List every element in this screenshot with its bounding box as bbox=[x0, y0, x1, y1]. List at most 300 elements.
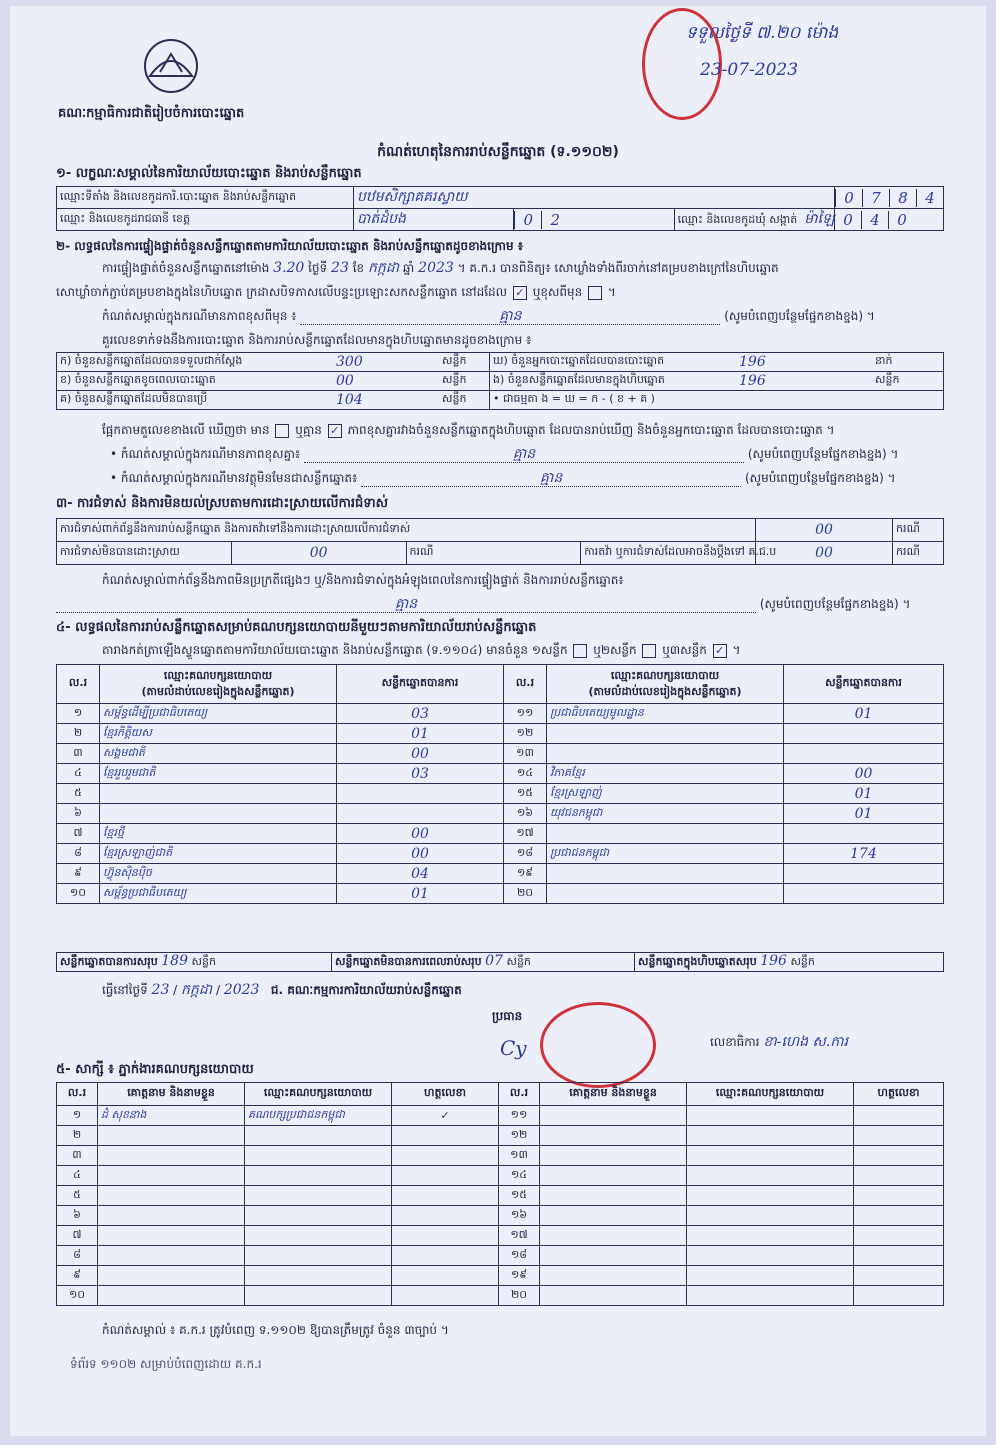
party-number: ៦ bbox=[57, 804, 100, 824]
witness-party bbox=[687, 1226, 854, 1246]
witness-number: ៣ bbox=[57, 1146, 98, 1166]
witness-number: ២០ bbox=[499, 1286, 540, 1306]
party-votes: 00 bbox=[337, 824, 504, 844]
witness-party bbox=[687, 1146, 854, 1166]
count-label: ឃ) ចំនួនអ្នកបោះឆ្នោតដែលបានបោះឆ្នោត bbox=[490, 353, 737, 372]
witness-col-sign: ហត្ថលេខា bbox=[854, 1083, 944, 1106]
total-valid-value: 189 bbox=[161, 953, 188, 969]
party-votes: 01 bbox=[337, 884, 504, 904]
province-value: បាត់ដំបង bbox=[354, 209, 514, 231]
witness-party bbox=[687, 1266, 854, 1286]
compare-label: ផ្អែកតាមតួលេខខាងលើ ឃើញថា មាន bbox=[102, 423, 270, 437]
note-value: គ្មាន bbox=[300, 308, 720, 325]
party-number: ៧ bbox=[57, 824, 100, 844]
party-votes bbox=[784, 884, 944, 904]
appeal-unit: ករណី bbox=[893, 542, 944, 565]
witness-number: ១៥ bbox=[499, 1186, 540, 1206]
party-number: ១៣ bbox=[504, 744, 547, 764]
witness-party bbox=[687, 1206, 854, 1226]
witness-number: ៧ bbox=[57, 1226, 98, 1246]
party-number: ៨ bbox=[57, 844, 100, 864]
party-number: ១៧ bbox=[504, 824, 547, 844]
witness-party bbox=[687, 1106, 854, 1126]
results-row bbox=[57, 884, 944, 904]
witness-name bbox=[98, 1166, 245, 1186]
party-name: ខ្មែរកិត្តិយស bbox=[100, 724, 337, 744]
results-row bbox=[57, 704, 944, 724]
unresolved-unit: ករណី bbox=[406, 542, 581, 565]
party-votes: 01 bbox=[337, 724, 504, 744]
witness-row bbox=[57, 1126, 944, 1146]
commune-value: ម៉ាឡៃ bbox=[804, 211, 835, 227]
objection-unit: ករណី bbox=[893, 519, 944, 542]
date-day: 23 bbox=[151, 982, 170, 998]
witness-number: ៥ bbox=[57, 1186, 98, 1206]
time-label: ការផ្ទៀងផ្ទាត់ចំនួនសន្លឹកឆ្នោតនៅម៉ោង bbox=[102, 261, 270, 275]
total-invalid-label: សន្លឹកឆ្នោតមិនបានការពេលរាប់សរុប bbox=[335, 955, 482, 968]
section3-hint: (សូមបំពេញបន្ថែមផ្នែកខាងខ្នង) ។ bbox=[759, 597, 911, 611]
witness-number: ១៣ bbox=[499, 1146, 540, 1166]
party-number: ១០ bbox=[57, 884, 100, 904]
commune-code-digit: 4 bbox=[861, 211, 888, 229]
witness-name bbox=[98, 1126, 245, 1146]
party-number: ១៥ bbox=[504, 784, 547, 804]
count-label: គ) ចំនួនសន្លឹកឆ្នោតដែលមិនបានប្រើ bbox=[57, 391, 334, 410]
witness-number: ១៦ bbox=[499, 1206, 540, 1226]
witness-name bbox=[98, 1266, 245, 1286]
party-name: ហ៊្វុនស៊ិនប៉ិច bbox=[100, 864, 337, 884]
party-votes: 00 bbox=[337, 744, 504, 764]
no-difference-label: ឬគ្មាន bbox=[295, 423, 322, 437]
witness-party bbox=[245, 1126, 392, 1146]
results-row bbox=[57, 864, 944, 884]
witness-signature bbox=[392, 1146, 499, 1166]
party-name bbox=[547, 864, 784, 884]
witness-table bbox=[56, 1082, 944, 1306]
office-value: បឋមសិក្សាគគរស្វាយ bbox=[354, 187, 835, 209]
year-value: 2023 bbox=[418, 260, 454, 276]
party-number: ៤ bbox=[57, 764, 100, 784]
party-number: ៩ bbox=[57, 864, 100, 884]
bullet1-label: • កំណត់សម្គាល់ក្នុងករណីមានភាពខុសគ្នា៖ bbox=[110, 447, 301, 461]
secretary bbox=[710, 1034, 848, 1050]
col-party-label: ឈ្មោះគណបក្សនយោបាយ bbox=[163, 669, 273, 682]
party-votes bbox=[784, 724, 944, 744]
party-votes: 00 bbox=[784, 764, 944, 784]
total-box-value: 196 bbox=[760, 953, 787, 969]
party-number: ១១ bbox=[504, 704, 547, 724]
witness-signature bbox=[392, 1126, 499, 1146]
party-number: ១ bbox=[57, 704, 100, 724]
witness-col-name: គោត្តនាម និងនាមខ្លួន bbox=[98, 1083, 245, 1106]
witness-row bbox=[57, 1106, 944, 1126]
secretary-label: លេខាធិការ bbox=[710, 1035, 760, 1049]
party-name bbox=[547, 884, 784, 904]
party-votes: 00 bbox=[337, 844, 504, 864]
section3-note-label: កំណត់សម្គាល់ពាក់ព័ន្ធនឹងភាពមិនប្រក្រតីផ្សេងៗ ឬ/និងការជំទាស់ក្នុងអំឡុងពេលនៃការផ្ទៀងផ្ទាត់ និងការរាប់សន្លឹកឆ្នោត៖ bbox=[102, 573, 624, 587]
appeal-value: 00 bbox=[756, 542, 893, 565]
party-votes: 04 bbox=[337, 864, 504, 884]
office-code-digit: 7 bbox=[862, 189, 889, 207]
party-number: ១៦ bbox=[504, 804, 547, 824]
witness-party bbox=[687, 1186, 854, 1206]
party-name: យុវជនកម្ពុជា bbox=[547, 804, 784, 824]
count-value: 104 bbox=[333, 391, 439, 410]
party-name: ខ្មែររួបរួមជាតិ bbox=[100, 764, 337, 784]
time-value: 3.20 bbox=[273, 260, 305, 276]
section1-title: ១- លក្ខណៈសម្គាល់នៃការិយាល័យបោះឆ្នោត និងរាប់សន្លឹកឆ្នោត bbox=[56, 166, 362, 181]
count-unit: សន្លឹក bbox=[439, 353, 490, 372]
witness-row bbox=[57, 1146, 944, 1166]
total-invalid-value: 07 bbox=[485, 953, 503, 969]
bullet2-label: • កំណត់សម្គាល់ក្នុងករណីមានវត្ថុមិនមែនជាសន្លឹកឆ្នោត៖ bbox=[110, 471, 358, 485]
province-code-digit: 0 bbox=[514, 211, 541, 229]
witness-party bbox=[245, 1246, 392, 1266]
objection-label: ការជំទាស់ពាក់ព័ន្ធនឹងការរាប់សន្លឹកឆ្នោត និងការតវ៉ាទៅនឹងការដោះស្រាយលើការជំទាស់ bbox=[57, 519, 756, 542]
nec-emblem-icon bbox=[138, 36, 204, 96]
party-votes bbox=[337, 804, 504, 824]
witness-party bbox=[245, 1146, 392, 1166]
count-label: ក) ចំនួនសន្លឹកឆ្នោតដែលបានទទួលជាក់ស្តែង bbox=[57, 353, 334, 372]
witness-number: ៨ bbox=[57, 1246, 98, 1266]
witness-row bbox=[57, 1266, 944, 1286]
no-difference-checkbox[interactable]: ✓ bbox=[328, 424, 342, 438]
witness-number: ១០ bbox=[57, 1286, 98, 1306]
section4-intro: តារាងកត់ត្រាឡើងស្ទួនឆ្នោតតាមការិយាល័យបោះឆ្នោត និងរាប់សន្លឹកឆ្នោត (ទ.១១០៤) មានចំនួន ១សន្លឹក ឬ២សន្លឹក ឬ៣សន្លឹក ✓ ។ bbox=[102, 643, 741, 657]
party-name: សង្គមជាតិ bbox=[100, 744, 337, 764]
commune-label: ឈ្មោះ និងលេខកូដឃុំ សង្កាត់ bbox=[677, 213, 798, 226]
witness-party bbox=[687, 1246, 854, 1266]
party-name bbox=[547, 824, 784, 844]
witness-signature bbox=[854, 1226, 944, 1246]
date-month: កក្កដា bbox=[181, 982, 213, 998]
has-difference-checkbox[interactable] bbox=[275, 424, 289, 438]
office-stamp bbox=[540, 1002, 656, 1088]
footnote: កំណត់សម្គាល់ ៖ គ.ក.រ ត្រូវបំពេញ ទ.១១០២ ឱ្យបានត្រឹមត្រូវ ចំនួន ៣ច្បាប់ ។ bbox=[102, 1323, 449, 1337]
province-label: ឈ្មោះ និងលេខកូដរាជធានី ខេត្ត bbox=[57, 209, 354, 231]
witness-number: ៦ bbox=[57, 1206, 98, 1226]
party-number: ១៩ bbox=[504, 864, 547, 884]
section2-title: ២- លទ្ធផលនៃការផ្ទៀងផ្ទាត់ចំនួនសន្លឹកឆ្នោតតាមការិយាល័យបោះឆ្នោត និងរាប់សន្លឹកឆ្នោតដូចខាងក្រោម ៖ bbox=[56, 239, 524, 253]
col-party-label: ឈ្មោះគណបក្សនយោបាយ bbox=[610, 669, 720, 682]
form-page bbox=[10, 6, 986, 1436]
witness-name bbox=[540, 1286, 687, 1306]
party-name bbox=[547, 724, 784, 744]
chair-signature: Cy bbox=[500, 1036, 527, 1060]
office-label: ឈ្មោះទីតាំង និងលេខកូដការិ.បោះឆ្នោត និងរាប់សន្លឹកឆ្នោត bbox=[57, 187, 354, 209]
bullet-difference bbox=[110, 446, 950, 463]
party-name: សម្ព័ន្ធដើម្បីប្រជាធិបតេយ្យ bbox=[100, 704, 337, 724]
two-sheet-checkbox[interactable] bbox=[642, 644, 656, 658]
witness-party bbox=[687, 1286, 854, 1306]
committee-name: គណៈកម្មាធិការជាតិរៀបចំការបោះឆ្នោត bbox=[58, 106, 245, 121]
results-table bbox=[56, 664, 944, 904]
party-number: ១៨ bbox=[504, 844, 547, 864]
count-unit: សន្លឹក bbox=[439, 391, 490, 410]
witness-col-sign: ហត្ថលេខា bbox=[392, 1083, 499, 1106]
day-value: 23 bbox=[331, 260, 349, 276]
witness-signature bbox=[854, 1146, 944, 1166]
party-number: ២ bbox=[57, 724, 100, 744]
witness-number: ១ bbox=[57, 1106, 98, 1126]
party-name: ខ្មែរស្រឡាញ់ bbox=[547, 784, 784, 804]
formula-note: • ជាធម្មតា ង = ឃ = ក - ( ខ + គ ) bbox=[490, 391, 944, 410]
bullet2-hint: (សូមបំពេញបន្ថែមផ្នែកខាងខ្នង) ។ bbox=[744, 471, 896, 485]
party-votes: 01 bbox=[784, 784, 944, 804]
changed-label: ឬខុសពីមុន bbox=[532, 285, 583, 299]
party-name: វិភាគខ្មែរ bbox=[547, 764, 784, 784]
party-votes: 174 bbox=[784, 844, 944, 864]
three-sheet-label: ឬ៣សន្លឹក bbox=[662, 643, 707, 657]
count-unit: សន្លឹក bbox=[872, 372, 944, 391]
witness-name bbox=[540, 1146, 687, 1166]
count-table bbox=[56, 352, 944, 410]
party-number: ២០ bbox=[504, 884, 547, 904]
form-footer: ទំព័រទ ១១០២ សម្រាប់បំពេញដោយ គ.ក.រ bbox=[70, 1357, 262, 1371]
party-number: ៥ bbox=[57, 784, 100, 804]
witness-name bbox=[540, 1226, 687, 1246]
two-sheet-label: ឬ២សន្លឹក bbox=[593, 643, 637, 657]
changed-checkbox[interactable] bbox=[588, 286, 602, 300]
objection-table bbox=[56, 518, 944, 565]
witness-party bbox=[687, 1126, 854, 1146]
witness-name bbox=[540, 1206, 687, 1226]
witness-signature bbox=[392, 1286, 499, 1306]
section3-title: ៣- ការជំទាស់ និងការមិនយល់ស្របតាមការដោះស្រាយលើការជំទាស់ bbox=[56, 496, 388, 511]
secretary-signature: ខា-ហេង ស.ការ bbox=[763, 1034, 849, 1050]
seal-check-text: ។ គ.ក.រ បានពិនិត្យ៖ សោឃ្លាំងទាំងពីរចាក់នៅគម្របខាងក្រៅនៃហិបឆ្នោត bbox=[457, 261, 779, 275]
count-label: ង) ចំនួនសន្លឹកឆ្នោតដែលមានក្នុងហិបឆ្នោត bbox=[490, 372, 737, 391]
party-votes: 03 bbox=[337, 764, 504, 784]
office-table bbox=[56, 186, 944, 231]
total-box-cell bbox=[635, 953, 944, 972]
witness-party bbox=[245, 1166, 392, 1186]
witness-party bbox=[245, 1206, 392, 1226]
appeal-label: ការតវ៉ា ឬការជំទាស់ដែលអាចនឹងប្តឹងទៅ គ.ជ.ប bbox=[581, 542, 756, 565]
witness-signature bbox=[392, 1166, 499, 1186]
bullet2-value: គ្មាន bbox=[361, 470, 741, 487]
three-sheet-checkbox[interactable]: ✓ bbox=[713, 644, 727, 658]
office-code-digit: 0 bbox=[835, 189, 862, 207]
party-name: ប្រជាធិបតេយ្យមូលដ្ឋាន bbox=[547, 704, 784, 724]
witness-signature bbox=[392, 1186, 499, 1206]
col-party-header bbox=[547, 665, 784, 704]
compare-line bbox=[102, 422, 952, 438]
section2-intro: គួរលេខទាក់ទងនឹងការបោះឆ្នោត និងការរាប់សន្លឹកឆ្នោតដែលមានក្នុងហិបឆ្នោតមានដូចខាងក្រោម ៖ bbox=[102, 333, 532, 347]
note-hint: (សូមបំពេញបន្ថែមផ្នែកខាងខ្នង) ។ bbox=[724, 309, 875, 323]
party-votes bbox=[337, 784, 504, 804]
seal-intact-text: សោឃ្លាំចាក់ភ្ជាប់គម្របខាងក្នុងនៃហិបឆ្នោត ក្រដាសបិទភាសលើបន្ទះប្រឡោះសកសន្លឹកឆ្នោត នៅដដែល bbox=[56, 285, 508, 299]
party-votes bbox=[784, 744, 944, 764]
witness-signature bbox=[392, 1206, 499, 1226]
witness-name bbox=[98, 1226, 245, 1246]
witness-col-no: ល.រ bbox=[499, 1083, 540, 1106]
party-name: ប្រជាជនកម្ពុជា bbox=[547, 844, 784, 864]
witness-row bbox=[57, 1186, 944, 1206]
section4-title: ៤- លទ្ធផលនៃការរាប់សន្លឹកឆ្នោតសម្រាប់គណបក្សនយោបាយនីមួយៗតាមការិយាល័យរាប់សន្លឹកឆ្នោត bbox=[56, 620, 537, 635]
witness-row bbox=[57, 1246, 944, 1266]
count-value: 196 bbox=[736, 353, 872, 372]
form-title: កំណត់ហេតុនៃការរាប់សន្លឹកឆ្នោត (ទ.១១០២) bbox=[377, 144, 619, 160]
witness-party bbox=[245, 1186, 392, 1206]
received-date: 23-07-2023 bbox=[700, 60, 799, 80]
witness-party: គណបក្សប្រជាជនកម្ពុជា bbox=[245, 1106, 392, 1126]
results-row bbox=[57, 824, 944, 844]
party-name bbox=[100, 784, 337, 804]
witness-col-party: ឈ្មោះគណបក្សនយោបាយ bbox=[245, 1083, 392, 1106]
party-number: ១៤ bbox=[504, 764, 547, 784]
witness-name bbox=[540, 1126, 687, 1146]
witness-name bbox=[98, 1246, 245, 1266]
witness-number: ២ bbox=[57, 1126, 98, 1146]
bullet1-hint: (សូមបំពេញបន្ថែមផ្នែកខាងខ្នង) ។ bbox=[747, 447, 899, 461]
witness-signature bbox=[854, 1266, 944, 1286]
section5-title: ៥- សាក្សី ៖ ភ្នាក់ងារគណបក្សនយោបាយ bbox=[56, 1062, 254, 1077]
count-value: 300 bbox=[333, 353, 439, 372]
col-no-header: ល.រ bbox=[504, 665, 547, 704]
witness-signature bbox=[392, 1266, 499, 1286]
count-value: 00 bbox=[333, 372, 439, 391]
count-value: 196 bbox=[736, 372, 872, 391]
one-sheet-checkbox[interactable] bbox=[573, 644, 587, 658]
party-votes: 01 bbox=[784, 704, 944, 724]
party-name: ខ្មែរថ្មី bbox=[100, 824, 337, 844]
witness-signature: ✓ bbox=[392, 1106, 499, 1126]
section2-note bbox=[102, 308, 952, 325]
col-party-sublabel: (តាមលំដាប់លេខរៀងក្នុងសន្លឹកឆ្នោត) bbox=[141, 685, 295, 698]
col-party-sublabel: (តាមលំដាប់លេខរៀងក្នុងសន្លឹកឆ្នោត) bbox=[588, 685, 742, 698]
witness-signature bbox=[854, 1286, 944, 1306]
province-code-digit: 2 bbox=[541, 211, 568, 229]
witness-number: ១៨ bbox=[499, 1246, 540, 1266]
note-label: កំណត់សម្គាល់ក្នុងករណីមានភាពខុសពីមុន ៖ bbox=[102, 309, 297, 323]
results-row bbox=[57, 724, 944, 744]
witness-name: ដំ សុខនាង bbox=[98, 1106, 245, 1126]
witness-row bbox=[57, 1286, 944, 1306]
witness-name bbox=[98, 1146, 245, 1166]
witness-row bbox=[57, 1206, 944, 1226]
witness-number: ១៩ bbox=[499, 1266, 540, 1286]
witness-col-name: គោត្តនាម និងនាមខ្លួន bbox=[540, 1083, 687, 1106]
totals-table bbox=[56, 952, 944, 972]
commune-code-digit: 0 bbox=[888, 211, 915, 229]
section2-line1 bbox=[102, 260, 952, 276]
witness-number: ៩ bbox=[57, 1266, 98, 1286]
witness-row bbox=[57, 1226, 944, 1246]
received-note: ទទួលថ្ងៃទី ៧.២០ ម៉ោង bbox=[686, 23, 839, 43]
witness-name bbox=[98, 1206, 245, 1226]
unresolved-value: 00 bbox=[231, 542, 406, 565]
results-row bbox=[57, 784, 944, 804]
party-votes: 01 bbox=[784, 804, 944, 824]
witness-name bbox=[540, 1246, 687, 1266]
party-name bbox=[547, 744, 784, 764]
section2-line2: សោឃ្លាំចាក់ភ្ជាប់គម្របខាងក្នុងនៃហិបឆ្នោត ក្រដាសបិទភាសលើបន្ទះប្រឡោះសកសន្លឹកឆ្នោត នៅដដែល ✓ ឬខុសពីមុន ។ bbox=[56, 285, 616, 299]
witness-number: ៤ bbox=[57, 1166, 98, 1186]
witness-name bbox=[98, 1186, 245, 1206]
witness-party bbox=[245, 1266, 392, 1286]
witness-number: ១២ bbox=[499, 1126, 540, 1146]
day-label: ថ្ងៃទី bbox=[308, 261, 328, 275]
objection-value: 00 bbox=[756, 519, 893, 542]
witness-signature bbox=[854, 1186, 944, 1206]
col-party-header bbox=[100, 665, 337, 704]
party-name bbox=[100, 804, 337, 824]
witness-signature bbox=[854, 1166, 944, 1186]
count-unit: សន្លឹក bbox=[439, 372, 490, 391]
col-votes-header: សន្លឹកឆ្នោតបានការ bbox=[337, 665, 504, 704]
witness-number: ១៧ bbox=[499, 1226, 540, 1246]
party-number: ១២ bbox=[504, 724, 547, 744]
bullet1-value: គ្មាន bbox=[304, 446, 744, 463]
total-box-label: សន្លឹកឆ្នោតក្នុងហិបឆ្នោតសរុប bbox=[638, 955, 757, 968]
bullet-foreign-object bbox=[110, 470, 950, 487]
party-name: ខ្មែរស្រឡាញ់ជាតិ bbox=[100, 844, 337, 864]
witness-name bbox=[540, 1186, 687, 1206]
witness-number: ១១ bbox=[499, 1106, 540, 1126]
party-votes bbox=[784, 864, 944, 884]
results-row bbox=[57, 844, 944, 864]
witness-name bbox=[540, 1266, 687, 1286]
commune-code-digit: 0 bbox=[843, 210, 853, 229]
committee-signature-label: ជ. គណៈកម្មការការិយាល័យរាប់សន្លឹកឆ្នោត bbox=[270, 983, 462, 997]
intact-checkbox[interactable]: ✓ bbox=[513, 286, 527, 300]
unresolved-label: ការជំទាស់មិនបានដោះស្រាយ bbox=[57, 542, 232, 565]
section3-note bbox=[56, 596, 956, 613]
results-row bbox=[57, 804, 944, 824]
party-votes bbox=[784, 824, 944, 844]
witness-signature bbox=[392, 1246, 499, 1266]
section3-note-value: គ្មាន bbox=[56, 596, 756, 613]
party-votes: 03 bbox=[337, 704, 504, 724]
party-name: សម្ព័ន្ធប្រជាធិបតេយ្យ bbox=[100, 884, 337, 904]
col-no-header: ល.រ bbox=[57, 665, 100, 704]
witness-signature bbox=[392, 1226, 499, 1246]
office-code-digit: 8 bbox=[889, 189, 916, 207]
witness-party bbox=[245, 1226, 392, 1246]
compare-text: ភាពខុសគ្នារវាងចំនួនសន្លឹកឆ្នោតក្នុងហិបឆ្នោត ដែលបានរាប់ឃើញ និងចំនួនអ្នកបោះឆ្នោត ដែលបានបោះឆ្នោត ។ bbox=[347, 423, 835, 437]
witness-col-party: ឈ្មោះគណបក្សនយោបាយ bbox=[687, 1083, 854, 1106]
month-label: ខែ bbox=[352, 261, 365, 275]
party-number: ៣ bbox=[57, 744, 100, 764]
month-value: កក្កដា bbox=[367, 260, 400, 276]
total-invalid-unit: សន្លឹក bbox=[506, 955, 531, 968]
witness-signature bbox=[854, 1106, 944, 1126]
results-row bbox=[57, 744, 944, 764]
sheet-count-label: តារាងកត់ត្រាឡើងស្ទួនឆ្នោតតាមការិយាល័យបោះឆ្នោត និងរាប់សន្លឹកឆ្នោត (ទ.១១០៤) មានចំនួន ១សន្លឹក bbox=[102, 643, 568, 657]
witness-number: ១៤ bbox=[499, 1166, 540, 1186]
witness-party bbox=[687, 1166, 854, 1186]
chair-label: ប្រធាន bbox=[492, 1009, 523, 1023]
witness-col-no: ល.រ bbox=[57, 1083, 98, 1106]
date-line: ធ្វើនៅថ្ងៃទី 23 / កក្កដា / 2023 ជ. គណៈកម្មការការិយាល័យរាប់សន្លឹកឆ្នោត bbox=[102, 982, 462, 998]
witness-name bbox=[98, 1286, 245, 1306]
date-year: 2023 bbox=[223, 982, 260, 998]
office-code-digit: 4 bbox=[916, 189, 943, 207]
total-valid-unit: សន្លឹក bbox=[191, 955, 216, 968]
witness-row bbox=[57, 1166, 944, 1186]
witness-party bbox=[245, 1286, 392, 1306]
total-valid-label: សន្លឹកឆ្នោតបានការសរុប bbox=[60, 955, 158, 968]
total-invalid-cell bbox=[332, 953, 635, 972]
witness-signature bbox=[854, 1246, 944, 1266]
count-unit: នាក់ bbox=[872, 353, 944, 372]
col-votes-header: សន្លឹកឆ្នោតបានការ bbox=[784, 665, 944, 704]
total-valid-cell bbox=[57, 953, 332, 972]
witness-name bbox=[540, 1166, 687, 1186]
witness-name bbox=[540, 1106, 687, 1126]
date-label: ធ្វើនៅថ្ងៃទី bbox=[102, 983, 148, 997]
